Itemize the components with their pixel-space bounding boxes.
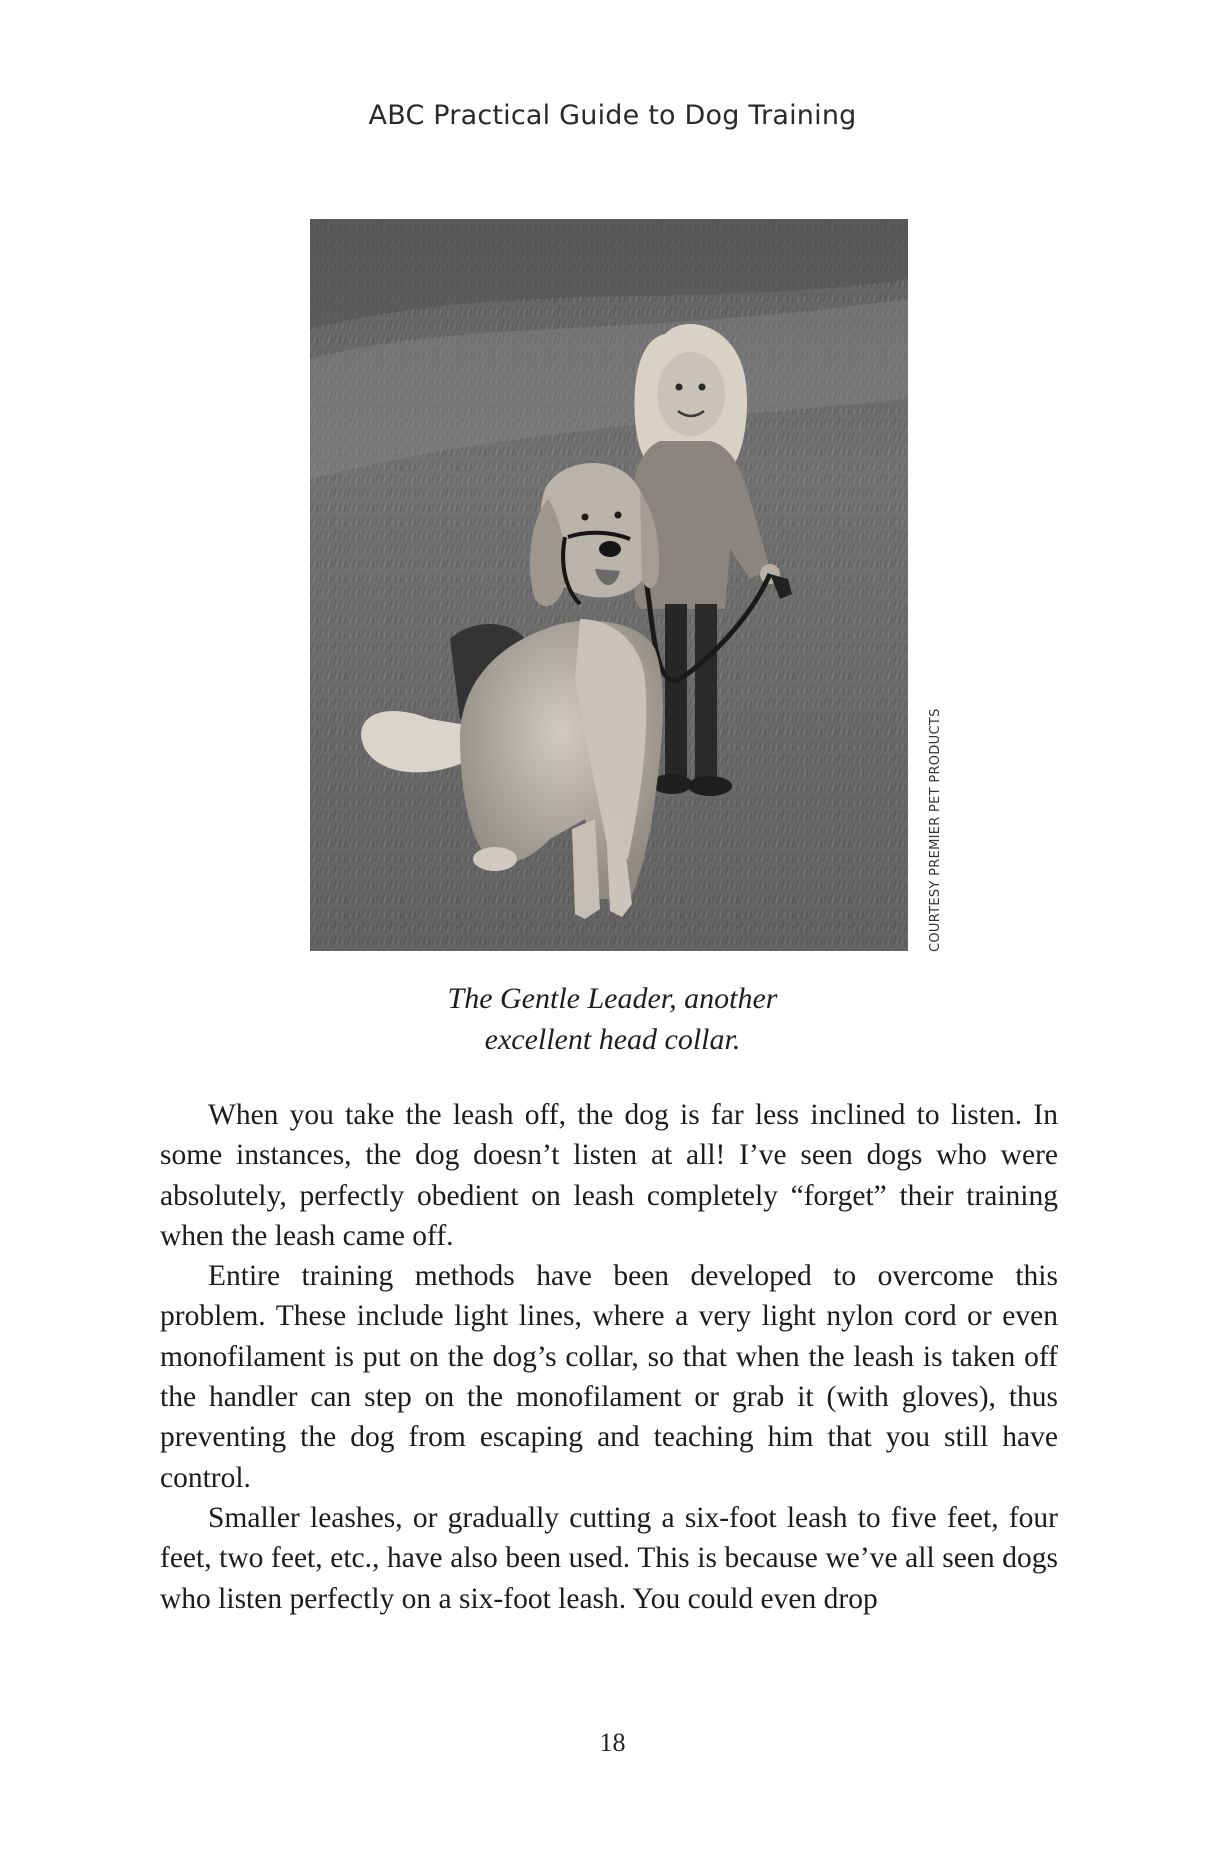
figure-caption: [0, 978, 1225, 1060]
body-text: [160, 1095, 1058, 1619]
figure-photo: [310, 219, 908, 951]
paragraph-1: When you take the leash off, the dog is far less inclined to listen. In some instances, the dog doesn’t listen at all! I’ve seen dogs who were absolutely, perfectly obedient on leash completely “forget” their training when the leash came off.: [160, 1099, 1058, 1252]
running-head: ABC Practical Guide to Dog Training: [368, 100, 857, 131]
caption-line-1: The Gentle Leader, another: [447, 982, 778, 1015]
paragraph-3: Smaller leashes, or gradually cutting a six-foot leash to five feet, four feet, two feet, etc., have also been used. This is because we’ve all seen dogs who listen perfectly on a six-foot leash. You could even drop: [160, 1501, 1058, 1615]
photo-girl-with-dog-icon: [310, 219, 908, 951]
page-number: 18: [599, 1728, 626, 1757]
caption-line-2: excellent head collar.: [484, 1023, 741, 1056]
photo-credit: COURTESY PREMIER PET PRODUCTS: [928, 708, 943, 952]
paragraph-2: Entire training methods have been developed to overcome this problem. These include light lines, where a very light nylon cord or even monofilament is put on the dog’s collar, so that when the leash is taken off the handler can step on the monofilament or grab it (with gloves), thus preventing the dog from escaping and teaching him that you still have control.: [160, 1260, 1058, 1494]
